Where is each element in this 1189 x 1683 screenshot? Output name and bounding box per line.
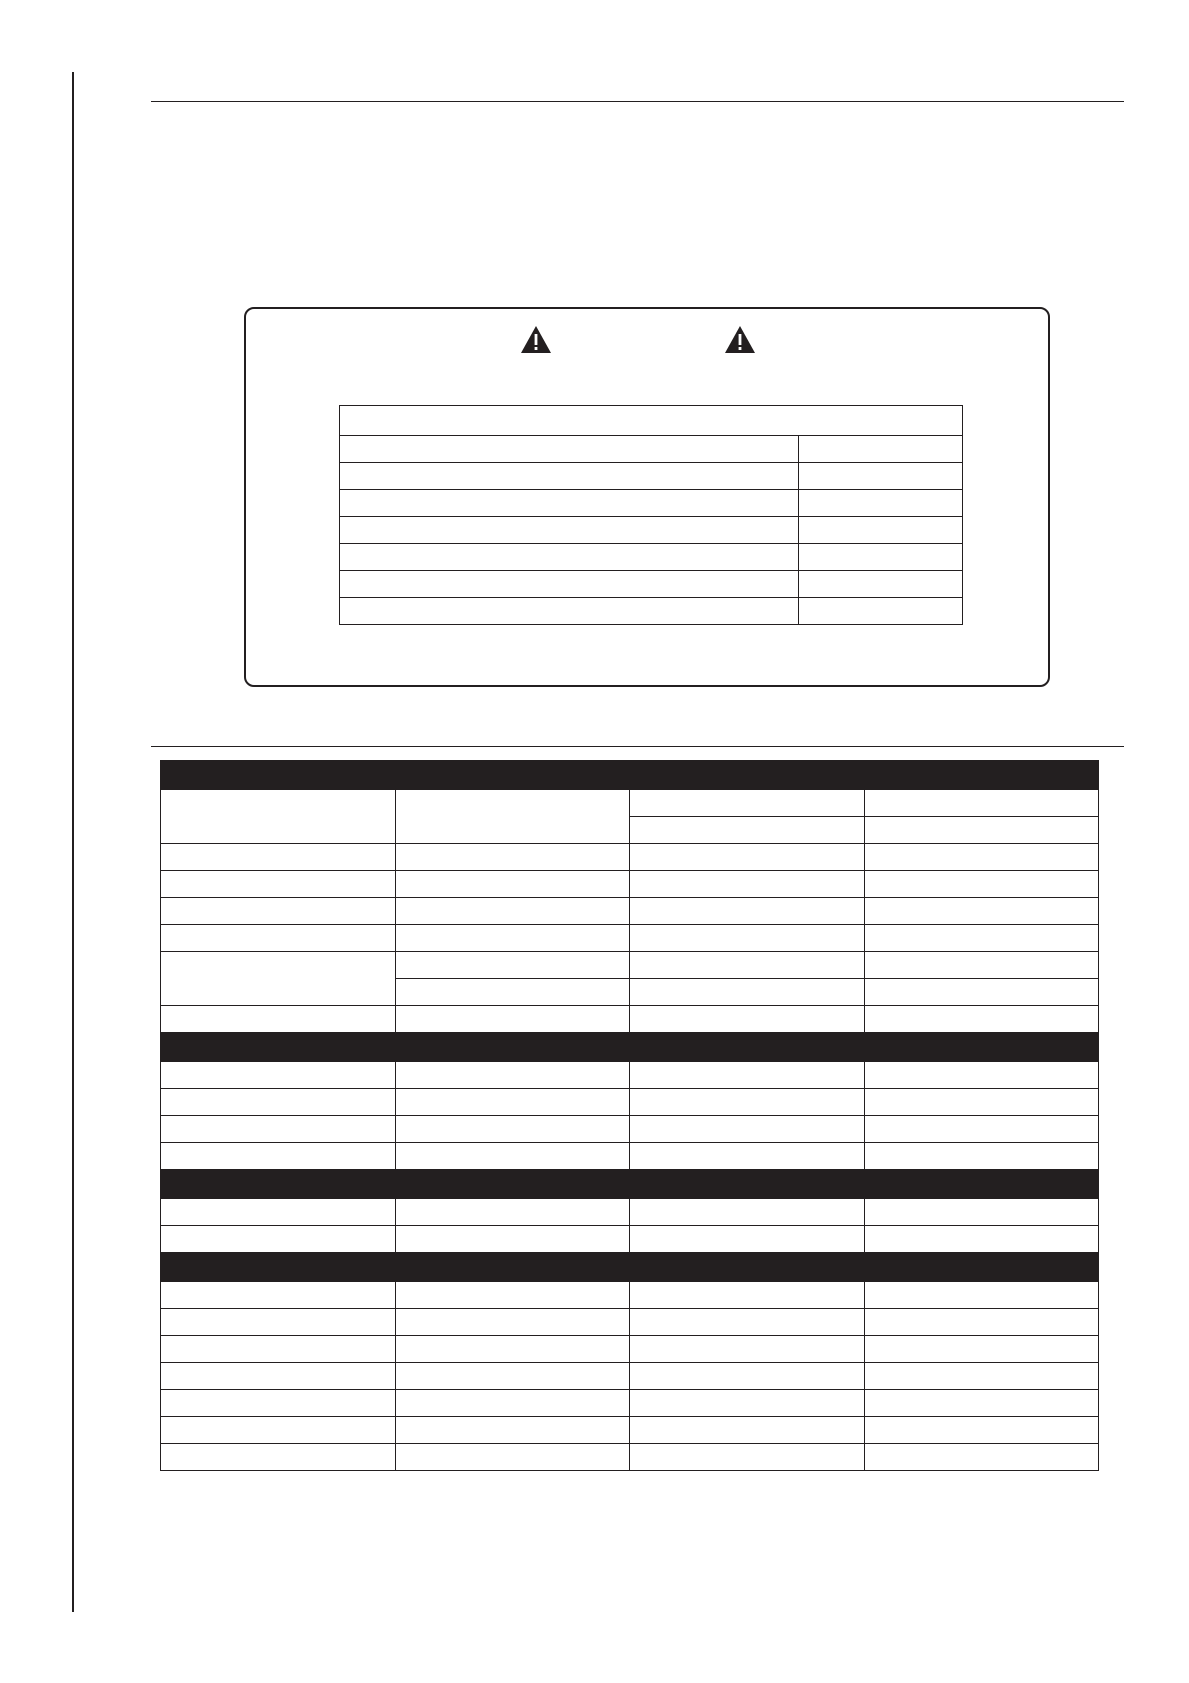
table-cell — [864, 952, 1099, 979]
table-row — [161, 925, 1099, 952]
table-row — [161, 1006, 1099, 1033]
specifications-table — [160, 760, 1099, 1471]
warning-row-label — [340, 598, 799, 625]
table-cell — [864, 898, 1099, 925]
spec-section-header — [161, 1170, 1099, 1199]
table-cell — [395, 1006, 630, 1033]
spec-section-header — [161, 1033, 1099, 1062]
table-cell — [630, 1006, 865, 1033]
table-cell — [864, 871, 1099, 898]
table-cell — [395, 979, 630, 1006]
table-cell — [864, 1116, 1099, 1143]
warning-row-value — [799, 490, 963, 517]
warning-triangle-icon — [724, 325, 756, 354]
table-cell — [395, 1282, 630, 1309]
table-cell — [630, 1309, 865, 1336]
table-row — [161, 1444, 1099, 1471]
table-row — [161, 1143, 1099, 1170]
warning-row-value — [799, 517, 963, 544]
table-row — [161, 952, 1099, 979]
warning-title — [566, 327, 716, 351]
table-cell — [630, 1282, 865, 1309]
table-row — [161, 1116, 1099, 1143]
table-row — [161, 1417, 1099, 1444]
table-cell — [864, 1062, 1099, 1089]
warning-box — [244, 307, 1050, 687]
table-cell — [864, 925, 1099, 952]
warning-table-heading-row — [340, 406, 963, 436]
table-cell — [864, 1309, 1099, 1336]
table-cell — [161, 1282, 396, 1309]
table-cell — [864, 1143, 1099, 1170]
table-cell — [395, 1336, 630, 1363]
spec-column-header — [630, 790, 865, 817]
page-margin-line — [72, 72, 74, 1612]
table-cell — [161, 1417, 396, 1444]
table-cell — [395, 1199, 630, 1226]
table-row — [161, 1282, 1099, 1309]
table-cell — [395, 1417, 630, 1444]
table-cell — [395, 952, 630, 979]
table-cell — [864, 1006, 1099, 1033]
table-row — [161, 1363, 1099, 1390]
table-cell — [161, 1309, 396, 1336]
table-cell — [630, 1226, 865, 1253]
table-cell — [161, 844, 396, 871]
table-cell — [864, 1226, 1099, 1253]
table-cell — [864, 1282, 1099, 1309]
spec-section-title — [161, 1033, 1099, 1062]
table-cell — [395, 1116, 630, 1143]
table-cell — [395, 1444, 630, 1471]
warning-row-label — [340, 463, 799, 490]
top-divider — [151, 101, 1124, 102]
table-cell — [395, 898, 630, 925]
warning-row-label — [340, 490, 799, 517]
table-cell — [630, 1199, 865, 1226]
warning-table-row — [340, 436, 963, 463]
warning-table-row — [340, 517, 963, 544]
table-cell — [630, 898, 865, 925]
table-cell — [630, 1444, 865, 1471]
spec-column-header — [161, 790, 396, 844]
table-cell — [161, 1143, 396, 1170]
table-cell — [161, 1116, 396, 1143]
table-cell — [395, 1390, 630, 1417]
spec-section-header — [161, 1253, 1099, 1282]
table-cell — [161, 1363, 396, 1390]
spec-section-title — [161, 1253, 1099, 1282]
table-cell — [630, 844, 865, 871]
table-cell — [161, 1006, 396, 1033]
spec-column-header — [864, 790, 1099, 817]
warning-table-row — [340, 463, 963, 490]
table-cell — [395, 1363, 630, 1390]
table-cell — [161, 871, 396, 898]
warning-row-label — [340, 544, 799, 571]
warning-row-value — [799, 544, 963, 571]
table-cell — [864, 1363, 1099, 1390]
spec-section-title — [161, 1170, 1099, 1199]
table-cell — [630, 1363, 865, 1390]
table-cell — [630, 979, 865, 1006]
table-row — [161, 1062, 1099, 1089]
table-cell — [161, 898, 396, 925]
spec-column-header — [864, 817, 1099, 844]
table-cell — [864, 979, 1099, 1006]
warning-triangle-icon — [520, 325, 552, 354]
table-cell — [161, 1336, 396, 1363]
table-cell — [630, 952, 865, 979]
table-cell — [395, 844, 630, 871]
warning-row-label — [340, 517, 799, 544]
warning-row-value — [799, 598, 963, 625]
table-cell — [161, 1444, 396, 1471]
table-cell — [864, 1199, 1099, 1226]
spec-column-header-row — [161, 790, 1099, 817]
table-cell — [630, 1417, 865, 1444]
table-row — [161, 1199, 1099, 1226]
table-row — [161, 1089, 1099, 1116]
table-cell — [864, 1390, 1099, 1417]
table-cell — [395, 1089, 630, 1116]
table-cell — [630, 1143, 865, 1170]
table-row — [161, 871, 1099, 898]
table-cell — [864, 1417, 1099, 1444]
warning-table — [339, 405, 963, 625]
table-row — [161, 844, 1099, 871]
table-cell — [161, 1062, 396, 1089]
table-cell — [630, 871, 865, 898]
table-cell — [395, 925, 630, 952]
table-cell — [395, 1062, 630, 1089]
table-cell — [161, 1226, 396, 1253]
table-row — [161, 1390, 1099, 1417]
table-cell — [630, 1062, 865, 1089]
warning-table-row — [340, 490, 963, 517]
spec-column-header — [630, 817, 865, 844]
table-row — [161, 1309, 1099, 1336]
warning-row-label — [340, 571, 799, 598]
table-cell — [161, 1390, 396, 1417]
table-row — [161, 1226, 1099, 1253]
spec-section-header — [161, 761, 1099, 790]
warning-table-heading — [340, 406, 963, 436]
table-cell — [630, 1336, 865, 1363]
table-cell — [630, 1390, 865, 1417]
warning-row-value — [799, 463, 963, 490]
warning-row-value — [799, 571, 963, 598]
table-cell — [864, 1444, 1099, 1471]
warning-table-row — [340, 544, 963, 571]
warning-row-value — [799, 436, 963, 463]
table-cell — [161, 925, 396, 952]
section-divider — [151, 746, 1124, 747]
table-row — [161, 898, 1099, 925]
table-cell — [395, 1309, 630, 1336]
table-cell — [161, 1089, 396, 1116]
spec-column-header — [395, 790, 630, 844]
table-cell — [864, 1089, 1099, 1116]
table-cell — [864, 1336, 1099, 1363]
table-cell — [395, 1226, 630, 1253]
table-cell — [395, 1143, 630, 1170]
table-row — [161, 1336, 1099, 1363]
spec-section-title — [161, 761, 1099, 790]
table-cell — [630, 1089, 865, 1116]
table-cell — [630, 1116, 865, 1143]
table-cell — [864, 844, 1099, 871]
table-cell — [161, 952, 396, 1006]
warning-table-row — [340, 598, 963, 625]
table-cell — [395, 871, 630, 898]
warning-table-row — [340, 571, 963, 598]
table-cell — [161, 1199, 396, 1226]
warning-row-label — [340, 436, 799, 463]
table-cell — [630, 925, 865, 952]
